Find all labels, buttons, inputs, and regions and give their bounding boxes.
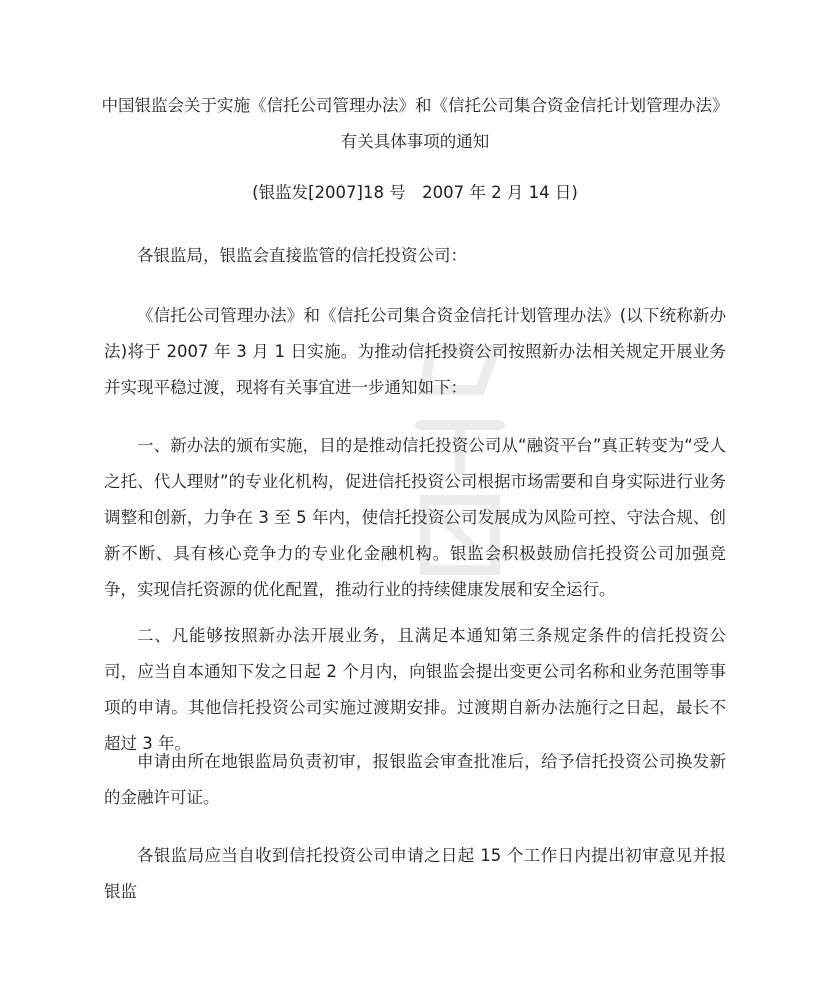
item-one-paragraph: 一、新办法的颁布实施，目的是推动信托投资公司从“融资平台”真正转变为“受人之托、代人理财”的专业化机构，促进信托投资公司根据市场需要和自身实际进行业务调整和创新，力争在 3 至 5 年内，使信托投资公司发展成为风险可控、守法合规、创新不断、具有核心竞争力的专业化金融机构。银监会积极鼓励信托投资公司加强竞争，实现信托资源的优化配置，推动行业的持续健康发展和安全运行。 xyxy=(104,436,726,599)
document-number: (银监发[2007]18 号 2007 年 2 月 14 日) xyxy=(252,183,578,202)
review-paragraph: 各银监局应当自收到信托投资公司申请之日起 15 个工作日内提出初审意见并报银监 xyxy=(104,846,726,901)
application-paragraph: 申请由所在地银监局负责初审，报银监会审查批准后，给予信托投资公司换发新的金融许可证。 xyxy=(104,752,726,807)
intro-paragraph: 《信托公司管理办法》和《信托公司集合资金信托计划管理办法》(以下统称新办法)将于 2007 年 3 月 1 日实施。为推动信托投资公司按照新办法相关规定开展业务并实现平稳过渡，现将有关事宜进一步通知如下： xyxy=(104,306,726,397)
salutation-paragraph: 各银监局，银监会直接监管的信托投资公司： xyxy=(137,246,467,265)
document-title: 中国银监会关于实施《信托公司管理办法》和《信托公司集合资金信托计划管理办法》有关具体事项的通知 xyxy=(101,96,729,151)
item-two-paragraph: 二、凡能够按照新办法开展业务，且满足本通知第三条规定条件的信托投资公司，应当自本通知下发之日起 2 个月内，向银监会提出变更公司名称和业务范围等事项的申请。其他信托投资公司实施过渡期安排。过渡期自新办法施行之日起，最长不超过 3 年。 xyxy=(104,626,726,753)
